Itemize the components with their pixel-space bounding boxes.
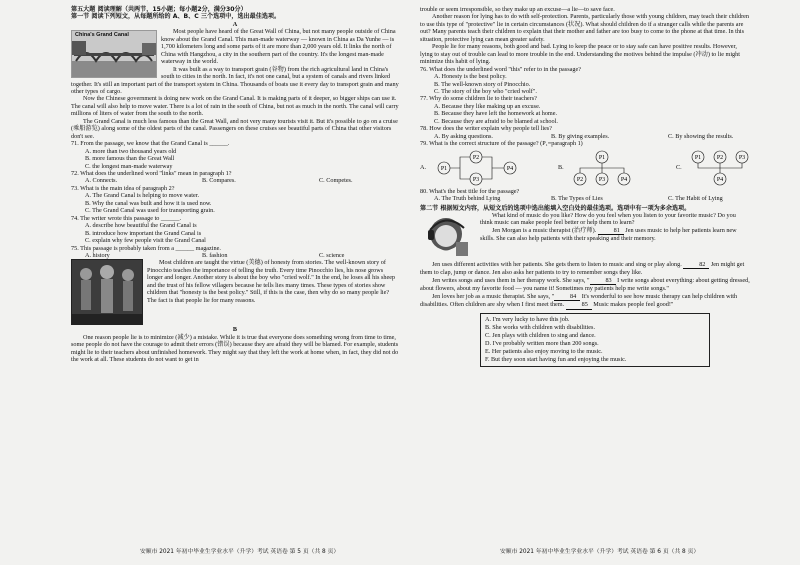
blank-85[interactable]: 85 bbox=[566, 301, 592, 309]
structure-diagram-a bbox=[434, 150, 524, 186]
q72-option-c: C. Competes. bbox=[319, 177, 353, 185]
diagram-b-node-p3: P3 bbox=[598, 176, 606, 183]
diagram-c-node-p4: P4 bbox=[716, 176, 724, 183]
q73-option-b: B. Why the canal was built and how it is used now. bbox=[85, 199, 212, 207]
diagram-a-node-p4: P4 bbox=[506, 165, 514, 172]
q80-option-a: A. The Truth behind Lying bbox=[434, 195, 501, 203]
structure-diagram-c bbox=[690, 150, 750, 186]
left-page-footer: 安顺市 2021 年初中毕业生学业水平（升学）考试 英语卷 第 5 页（共 8 页） bbox=[140, 549, 340, 555]
passage-a-para4: The Grand Canal is much less famous than the Great Wall, and not very many tourists visit it. But it's possible to go on a cruise (乘船游览) along some of the oldest parts of the canal. Passengers on these cruises see beautiful parts of China that other visitors don't see. bbox=[71, 117, 398, 140]
q75-option-b: B. fashion bbox=[202, 251, 228, 259]
q78-option-b: B. By giving examples. bbox=[551, 132, 610, 140]
diagram-c-node-p1: P1 bbox=[694, 154, 702, 161]
child-listening-photo bbox=[420, 212, 476, 260]
passage-b-para4: People lie for many reasons, both good and bad. Lying to keep the peace or to stay safe can have positive results. However, lying to stay out of trouble can lead to more trouble in the end. Understanding the motives behind the impulse (冲动) to lie might minimize this habit of lying. bbox=[420, 43, 740, 66]
diagram-b-node-p1: P1 bbox=[598, 154, 606, 161]
q78-option-c: C. By showing the results. bbox=[668, 132, 734, 140]
pinocchio-puppets-illustration bbox=[72, 260, 142, 324]
passage-b-label: B bbox=[232, 326, 238, 334]
passage-c-para5 bbox=[420, 293, 750, 310]
structure-diagram-b bbox=[572, 150, 632, 186]
q74-option-a: A. describe how beautiful the Grand Canal is bbox=[85, 222, 197, 230]
q74-option-c: C. explain why few people visit the Grand Canal bbox=[85, 237, 206, 245]
photo-caption: China's Grand Canal bbox=[75, 32, 129, 39]
passage-a-para1: Most people have heard of the Great Wall of China, but not many people outside of China know about the Grand Canal. This man-made waterway — known in China as Da Yunhe — is 1,700 kilometers long and some parts of it are more than 2,000 years old. It links the north of China with Hangzhou, a city in the southern part of the country. It's the longest man-made waterway in the world. bbox=[161, 28, 396, 66]
passage-b-para2: One reason people lie is to minimize (减少) a mistake. While it is true that everyone does something wrong from time to time, some people do not have the courage to admit their errors (错误) because they are afraid they will be blamed. For example, students might lie to their teachers about unfinished homework. They might say that they left the work at home when, in fact, they did not do the work at all. These students do not want to get in bbox=[71, 333, 399, 364]
q72-option-a: A. Connects. bbox=[85, 177, 118, 185]
diagram-b-node-p2: P2 bbox=[576, 176, 584, 183]
grand-canal-photo bbox=[71, 30, 157, 78]
diagram-a-node-p3: P3 bbox=[472, 176, 480, 183]
pinocchio-photo bbox=[71, 259, 143, 325]
question-77: 77. Why do some children lie to their teachers? bbox=[420, 95, 537, 103]
q78-options bbox=[420, 133, 750, 140]
diagram-a-node-p2: P2 bbox=[472, 154, 480, 161]
q79-option-c-label: C. bbox=[676, 163, 682, 171]
box-option-f: F. But they soon start having fun and enjoying the music. bbox=[485, 356, 627, 364]
passage-c-para2-start: Jen Morgan is a music therapist (治疗师). bbox=[492, 226, 597, 234]
q71-option-a: A. more than two thousand years old bbox=[85, 147, 177, 155]
box-option-e: E. Her patients also enjoy moving to the music. bbox=[485, 348, 603, 356]
box-option-a: A. I'm very lucky to have this job. bbox=[485, 315, 570, 323]
q75-option-a: A. history bbox=[85, 251, 110, 259]
child-with-headphones-illustration bbox=[420, 212, 476, 260]
passage-c-para4 bbox=[420, 277, 750, 293]
q73-option-a: A. The Grand Canal is helping to move water. bbox=[85, 192, 199, 200]
q71-option-c: C. the longest man-made waterway bbox=[85, 162, 173, 170]
q75-option-c: C. science bbox=[319, 251, 345, 259]
q76-option-b: B. The well-known story of Pinocchio. bbox=[434, 80, 531, 88]
diagram-c-node-p2: P2 bbox=[716, 154, 724, 161]
left-page bbox=[71, 6, 399, 364]
right-page bbox=[420, 6, 750, 367]
passage-a-label: A bbox=[232, 20, 238, 28]
question-79: 79. What is the correct structure of the passage? (P₁=paragraph 1) bbox=[420, 140, 583, 148]
part1-title: 第一节 阅读下列短文，从每题所给的 A、B、C 三个选项中，选出最佳选项。 bbox=[71, 13, 281, 21]
box-option-b: B. She works with children with disabilities. bbox=[485, 323, 595, 331]
diagram-b-node-p4: P4 bbox=[620, 176, 628, 183]
q77-option-a: A. Because they like making up an excuse. bbox=[434, 102, 541, 110]
question-80: 80. What's the best title for the passage? bbox=[420, 187, 520, 195]
passage-c-para2-end: Jen uses music to help her patients learn new skills. She can also help patients with their speaking and their memory. bbox=[480, 226, 737, 243]
question-78: 78. How does the writer explain why people tell lies? bbox=[420, 125, 552, 133]
question-72: 72. What does the underlined word "links" mean in paragraph 1? bbox=[71, 169, 232, 177]
q79-option-b-label: B. bbox=[558, 163, 564, 171]
passage-a-para2: It was built as a way to transport grain (谷物) from the rich agricultural land in China's south to cities in the north. In fact, it's not one canal, but a system of canals and rivers linked together. It's still an important part of the transport system in China. Thousands of boats use it every day to transport grain and many other types of cargo. bbox=[71, 65, 399, 95]
passage-a-para3: Now the Chinese government is doing new work on the Grand Canal. It is making parts of it deeper, so bigger ships can use it. The canal will also help to move water. There is a lot of rain in the south of China, but not as much in the north. The canal will carry millions of liters of water from the south to the north. bbox=[71, 95, 399, 118]
diagram-a-node-p1: P1 bbox=[440, 165, 448, 172]
box-option-c: C. Jen plays with children to sing and dance. bbox=[485, 331, 596, 339]
box-option-d: D. I've probably written more than 200 songs. bbox=[485, 339, 599, 347]
passage-c-para3-start: Jen uses different activities with her patients. She gets them to listen to music and sing or play along. bbox=[432, 260, 682, 268]
q72-options bbox=[71, 177, 399, 184]
q78-option-a: A. By asking questions. bbox=[434, 132, 493, 140]
passage-c-para1: What kind of music do you like? How do you feel when you listen to your favorite music? Do you think music can make people feel better or help them to learn? bbox=[480, 211, 736, 227]
q71-option-b: B. more famous than the Great Wall bbox=[85, 155, 175, 163]
question-71: 71. From the passage, we know that the Grand Canal is ______. bbox=[71, 140, 230, 148]
passage-c-para5-middle: It's wonderful to see how music therapy can help children with disabilities. Often children are shy when I first meet them. bbox=[420, 292, 738, 309]
passage-c-para5-end: Music makes people feel good!" bbox=[593, 301, 674, 309]
q72-option-b: B. Compares. bbox=[202, 177, 236, 185]
passage-b-para1: Most children are taught the virtue (美德) of honesty from stories. The well-known story of Pinocchio teaches the importance of telling the truth. Every time Pinocchio lies, his nose grows longer and longer. Another story is about the boy who "cried wolf." In the end, he loses all his sheep and the trust of his fellow villagers because he tells lies many times. These types of stories show children that "honesty is the best policy." Still, if this is the case, then why do so many people lie? The fact is that people lie for many reasons. bbox=[147, 259, 396, 304]
passage-c-para3 bbox=[420, 261, 750, 277]
blank-82[interactable]: 82 bbox=[683, 261, 709, 269]
q76-option-c: C. The story of the boy who "cried wolf". bbox=[434, 87, 537, 95]
right-page-footer: 安顺市 2021 年初中毕业生学业水平（升学）考试 英语卷 第 6 页（共 8 页） bbox=[500, 549, 700, 555]
blank-83[interactable]: 83 bbox=[590, 277, 616, 285]
answer-options-box bbox=[480, 313, 710, 368]
q73-option-c: C. The Grand Canal was used for transporting grain. bbox=[85, 207, 215, 215]
section-title: 第五大题 阅读理解（共两节，15小题；每小题2分，满分30分） bbox=[71, 6, 247, 13]
q77-option-c: C. Because they are afraid to be blamed at school. bbox=[434, 117, 558, 125]
question-74: 74. The writer wrote this passage to ______. bbox=[71, 214, 182, 222]
blank-84[interactable]: 84 bbox=[554, 293, 580, 301]
blank-81[interactable]: 81 bbox=[598, 227, 624, 235]
passage-b-para3: Another reason for lying has to do with self-protection. Parents, particularly those with young children, may teach their children to use this type of "protective" lie in certain circumstances (状况). What should children do if a stranger calls while the parents are out? Many parents teach their children to explain that their mother and father are too busy to come to the phone at that time. In this situation, protective lying can mean greater safety. bbox=[420, 13, 750, 43]
q79-structure-diagrams bbox=[420, 150, 750, 186]
passage-c-para4-end: I write songs about everything: about getting dressed, about flowers, about my favorite food — you name it! Sometimes my patients help me write songs." bbox=[420, 276, 750, 293]
diagram-c-node-p3: P3 bbox=[738, 154, 746, 161]
q80-options bbox=[420, 195, 750, 202]
question-73: 73. What is the main idea of paragraph 2? bbox=[71, 184, 175, 192]
q80-option-b: B. The Types of Lies bbox=[551, 195, 603, 203]
question-76: 76. What does the underlined word "this" refer to in the passage? bbox=[420, 65, 581, 73]
q77-option-b: B. Because they have left the homework at home. bbox=[434, 110, 558, 118]
passage-c-para3-end: Jen might get them to clap, jump or dance. Jen also asks her patients to try to remember songs they like. bbox=[420, 260, 745, 277]
passage-c-para5-start: Jen loves her job as a music therapist. She says, " bbox=[432, 292, 555, 300]
question-75: 75. This passage is probably taken from a ______ magazine. bbox=[71, 244, 221, 252]
q79-option-a-label: A. bbox=[420, 163, 427, 171]
passage-b-para2-continued: trouble or seem irresponsible, so they make up an excuse—a lie—to save face. bbox=[420, 6, 615, 13]
part2-title: 第二节 根据短文内容，从短文后的选项中选出能填入空白处的最佳选项。选项中有一项为多余选项。 bbox=[420, 204, 691, 212]
q80-option-c: C. The Habit of Lying bbox=[668, 195, 723, 203]
q74-option-b: B. introduce how important the Grand Canal is bbox=[85, 229, 202, 237]
passage-c-para4-start: Jen writes songs and uses them in her therapy work. She says, " bbox=[432, 276, 590, 284]
q76-option-a: A. Honesty is the best policy. bbox=[434, 73, 507, 81]
